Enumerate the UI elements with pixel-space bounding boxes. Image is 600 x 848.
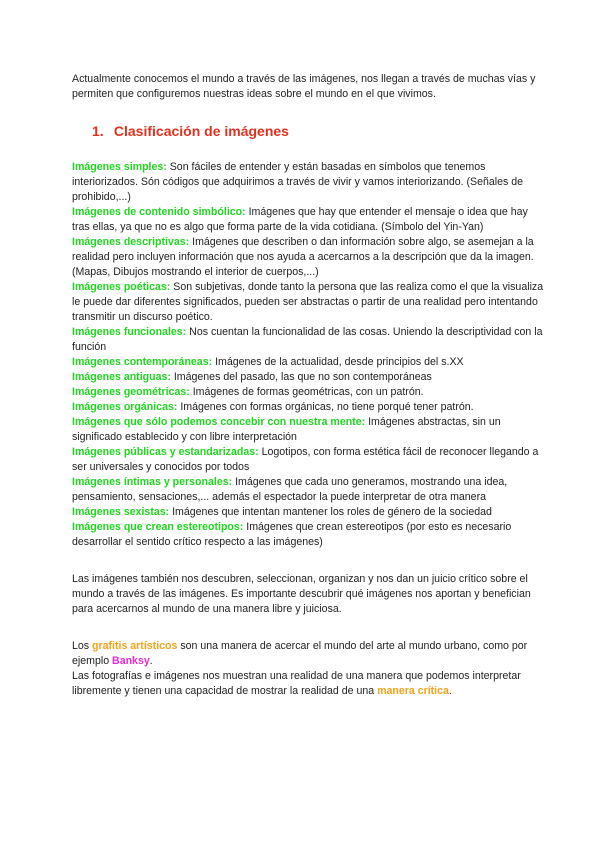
definition-term: Imágenes públicas y estandarizadas:: [72, 446, 259, 458]
definition-item: [72, 205, 544, 235]
definition-term: Imágenes de contenido simbólico:: [72, 206, 246, 218]
photography-text-before: Las fotografías e imágenes nos muestran una realidad de una manera que podemos interpretar libremente y tienen una capacidad de mostrar la realidad de una: [72, 670, 521, 697]
paragraph-graffiti: [72, 639, 544, 669]
graffiti-text-middle: son una manera de acercar el mundo del arte al mundo urbano, como por ejemplo: [72, 640, 528, 667]
paragraph-photography: [72, 669, 544, 699]
definition-item: [72, 475, 544, 505]
definition-item: [72, 400, 544, 415]
banksy-highlight: Banksy: [112, 655, 150, 667]
definition-item: [72, 280, 544, 325]
photography-text-after: .: [448, 685, 452, 697]
definition-item: [72, 160, 544, 205]
paragraph-criticism: Las imágenes también nos descubren, seleccionan, organizan y nos dan un juicio crítico sobre el mundo a través de las imágenes. Es importante descubrir qué imágenes nos aportan y benefician para acercarnos al mundo de una manera libre y juiciosa.: [72, 573, 531, 615]
definition-item: [72, 505, 544, 520]
definition-text: Imágenes de formas geométricas, con un patrón.: [189, 386, 424, 398]
definition-text: Imágenes que intentan mantener los roles de género de la sociedad: [169, 506, 492, 518]
definition-text: Son fáciles de entender y están basadas en símbolos que tenemos interiorizados. Són códigos que adquirimos a través de vivir y vamos interiorizando. (Señales de prohibido,...): [72, 161, 524, 203]
definition-item: [72, 235, 544, 280]
section-heading: [92, 122, 544, 140]
section-number: 1.: [92, 123, 104, 139]
definition-text: Imágenes de la actualidad, desde principios del s.XX: [212, 356, 464, 368]
definition-text: Imágenes que cada uno generamos, mostrando una idea, pensamiento, sensaciones,... además el espectador la puede interpretar de otra manera: [72, 476, 508, 503]
definition-term: Imágenes funcionales:: [72, 326, 187, 338]
definition-text: Nos cuentan la funcionalidad de las cosas. Uniendo la descriptividad con la función: [72, 326, 543, 353]
definition-term: Imágenes íntimas y personales:: [72, 476, 233, 488]
section-title: Clasificación de imágenes: [113, 123, 289, 139]
definition-term: Imágenes poéticas:: [72, 281, 171, 293]
definitions-list: [72, 160, 544, 550]
definition-item: [72, 370, 544, 385]
definition-term: Imágenes contemporáneas:: [72, 356, 213, 368]
definition-text: Imágenes con formas orgánicas, no tiene porqué tener patrón.: [177, 401, 474, 413]
definition-item: [72, 385, 544, 400]
definition-term: Imágenes simples:: [72, 161, 167, 173]
definition-term: Imágenes antiguas:: [72, 371, 171, 383]
definition-term: Imágenes que sólo podemos concebir con nuestra mente:: [72, 416, 366, 428]
graffiti-highlight: grafitis artísticos: [92, 640, 178, 652]
definition-text: Imágenes que crean estereotipos (por esto es necesario desarrollar el sentido crítico respecto a las imágenes): [72, 521, 512, 548]
definition-text: Imágenes que hay que entender el mensaje o idea que hay tras ellas, ya que no es algo que forma parte de la vida cotidiana. (Símbolo del Yin-Yan): [72, 206, 528, 233]
intro-paragraph: Actualmente conocemos el mundo a través de las imágenes, nos llegan a través de muchas vías y permiten que configuremos nuestras ideas sobre el mundo en el que vivimos.: [72, 73, 536, 100]
definition-term: Imágenes orgánicas:: [72, 401, 178, 413]
definition-item: [72, 325, 544, 355]
critical-highlight: manera crítica: [377, 685, 449, 697]
definition-item: [72, 445, 544, 475]
definition-item: [72, 415, 544, 445]
graffiti-text-after: .: [149, 655, 153, 667]
graffiti-text-before: Los: [72, 640, 93, 652]
definition-item: [72, 355, 544, 370]
definition-term: Imágenes descriptivas:: [72, 236, 190, 248]
definition-term: Imágenes sexistas:: [72, 506, 170, 518]
definition-term: Imágenes geométricas:: [72, 386, 190, 398]
definition-text: Imágenes del pasado, las que no son contemporáneas: [170, 371, 432, 383]
definition-text: Imágenes abstractas, sin un significado establecido y con libre interpretación: [72, 416, 501, 443]
definition-text: Imágenes que describen o dan información sobre algo, se asemejan a la realidad pero incluyen información que nos ayuda a acercarnos a la descripción que da la imagen. (Mapas, Dibujos mostrando el interior de cuerpos,...): [72, 236, 534, 278]
definition-item: [72, 520, 544, 550]
definition-term: Imágenes que crean estereotipos:: [72, 521, 244, 533]
definition-text: Son subjetivas, donde tanto la persona que las realiza como el que la visualiza le puede dar diferentes significados, pueden ser abstractas o partir de una realidad pero intentando transmitir un discurso poético.: [72, 281, 544, 323]
definition-text: Logotipos, con forma estética fácil de reconocer llegando a ser universales y conocidos por todos: [72, 446, 539, 473]
